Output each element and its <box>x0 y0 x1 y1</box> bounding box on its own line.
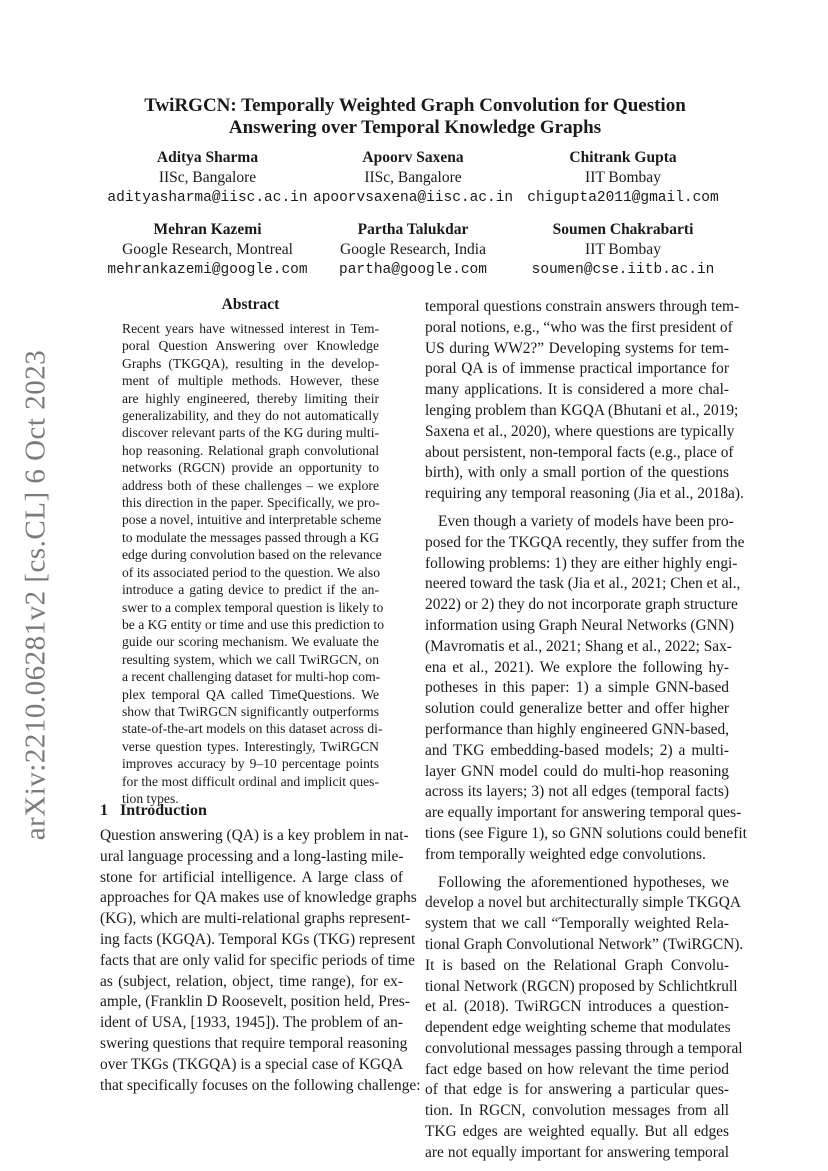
body-line: neered toward the task (Jia et al., 2021; Chen et al., <box>425 575 741 593</box>
abstract-line: address both of these challenges – we explore <box>122 477 379 493</box>
abstract-line: improves accuracy by 9–10 percentage points <box>122 756 379 772</box>
title-line-1: TwiRGCN: Temporally Weighted Graph Convolution for Question <box>144 95 686 116</box>
abstract-line: state-of-the-art models on this dataset across di- <box>122 721 383 737</box>
body-line: temporal questions constrain answers through tem- <box>425 298 740 315</box>
body-line: It is based on the Relational Graph Convolu- <box>425 956 729 974</box>
abstract-line: swer to a complex temporal question is likely to <box>122 599 384 615</box>
body-line: tional Graph Convolutional Network” (TwiRGCN). <box>425 935 744 953</box>
abstract-line: show that TwiRGCN significantly outperforms <box>122 703 379 719</box>
abstract-line: ment of multiple methods. However, these <box>122 373 379 389</box>
body-line: many applications. It is considered a more chal- <box>425 381 729 399</box>
author-name: Partha Talukdar <box>357 221 469 238</box>
abstract-line: be a KG entity or time and use this prediction to <box>122 616 384 632</box>
author-affiliation: Google Research, Montreal <box>122 241 293 258</box>
body-line: facts that are only valid for specific periods of time <box>100 951 415 969</box>
abstract-line: introduce a gating device to predict if the an- <box>122 582 379 598</box>
author-name: Mehran Kazemi <box>153 221 262 238</box>
body-line: lenging problem than KGQA (Bhutani et al., 2019; <box>425 401 739 419</box>
body-line: 2022) or 2) they do not incorporate graph structure <box>425 596 738 614</box>
author-name: Chitrank Gupta <box>569 149 677 166</box>
arxiv-id-text: arXiv:2210.06281v2 [cs.CL] 6 Oct 2023 <box>19 349 52 841</box>
section-number: 1 <box>100 802 108 819</box>
intro-left-paragraph <box>100 826 421 1096</box>
body-line: are not equally important for answering temporal <box>425 1143 729 1161</box>
abstract-line: guide our scoring mechanism. We evaluate the <box>122 634 379 650</box>
abstract-line: Graphs (TKGQA), resulting in the develop- <box>122 355 379 371</box>
body-line: TKG edges are weighted equally. But all edges <box>425 1123 729 1141</box>
abstract-line: this direction in the paper. Specifically, we pro- <box>122 495 380 511</box>
body-line: approaches for QA makes use of knowledge graphs <box>100 889 417 907</box>
body-line: ural language processing and a long-lasting mile- <box>100 847 404 865</box>
body-line: ena et al., 2021). We explore the following hy- <box>425 658 729 676</box>
author-affiliation: IIT Bombay <box>585 169 661 186</box>
abstract-body <box>122 320 384 807</box>
abstract-line: a recent challenging dataset for multi-hop com- <box>122 669 381 685</box>
arxiv-identifier-stamp <box>16 349 56 841</box>
author-email: partha@google.com <box>339 262 487 278</box>
author-block <box>105 148 310 208</box>
body-line: from temporally weighted edge convolutions. <box>425 845 706 863</box>
author-block <box>518 220 728 280</box>
abstract-heading: Abstract <box>221 296 280 313</box>
body-line: Question answering (QA) is a key problem in nat- <box>100 827 409 844</box>
intro-paragraph-1 <box>425 297 744 505</box>
body-line: stone for artificial intelligence. A large class of <box>100 868 403 886</box>
author-affiliation: IISc, Bangalore <box>158 169 257 186</box>
abstract-line: of its associated period to the question. We also <box>122 564 381 580</box>
body-line: and TKG embedding-based models; 2) a multi- <box>425 741 729 759</box>
abstract-line: verse question types. Interestingly, TwiRGCN <box>122 738 379 754</box>
body-line: et al. (2018). TwiRGCN introduces a question- <box>425 998 729 1016</box>
title-line-2: Answering over Temporal Knowledge Graphs <box>228 117 602 138</box>
body-line: performance than highly engineered GNN-based, <box>425 720 729 738</box>
author-name: Apoorv Saxena <box>362 149 464 166</box>
abstract-line: poral Question Answering over Knowledge <box>122 338 379 354</box>
body-line: tion. In RGCN, convolution messages from all <box>425 1102 729 1120</box>
body-line: following problems: 1) they are either highly engi- <box>425 554 738 572</box>
author-email: mehrankazemi@google.com <box>107 262 308 278</box>
body-line: are equally important for answering temporal ques- <box>425 804 742 822</box>
author-block <box>105 220 310 280</box>
intro-paragraph-3 <box>425 873 744 1164</box>
body-line: layer GNN model could do multi-hop reasoning <box>425 762 729 780</box>
body-line: Following the aforementioned hypotheses, we <box>438 873 729 891</box>
body-line: swering questions that require temporal reasoning <box>100 1034 408 1052</box>
abstract-line: plex temporal QA called TimeQuestions. We <box>122 686 379 702</box>
abstract-line: tion types. <box>122 790 179 806</box>
body-line: US during WW2?” Developing systems for tem- <box>425 339 729 357</box>
body-line: (KG), which are multi-relational graphs represent- <box>100 910 411 928</box>
abstract-line: for the most difficult ordinal and implicit ques- <box>122 773 379 789</box>
body-line: that specifically focuses on the following challenge: <box>100 1076 421 1094</box>
body-line: ample, (Franklin D Roosevelt, position held, Pres- <box>100 993 410 1011</box>
author-email: soumen@cse.iitb.ac.in <box>531 262 715 278</box>
author-email: chigupta2011@gmail.com <box>527 190 719 206</box>
body-line: tional Network (RGCN) proposed by Schlichtkrull <box>425 977 738 995</box>
body-line: tions (see Figure 1), so GNN solutions could benefit <box>425 824 747 842</box>
introduction-section <box>100 802 421 1096</box>
author-affiliation: IISc, Bangalore <box>364 169 462 186</box>
author-email: adityasharma@iisc.ac.in <box>107 190 308 206</box>
abstract-line: networks (RGCN) provide an opportunity to <box>122 460 379 476</box>
abstract-line: pose a novel, intuitive and interpretable scheme <box>122 512 382 528</box>
body-line: birth), with only a small portion of the questions <box>425 464 729 482</box>
abstract-line: Recent years have witnessed interest in Tem- <box>122 321 379 336</box>
author-affiliation: Google Research, India <box>340 241 486 258</box>
author-email: apoorvsaxena@iisc.ac.in <box>313 190 514 206</box>
abstract-line: resulting system, which we call TwiRGCN, on <box>122 651 379 667</box>
body-line: over TKGs (TKGQA) is a special case of KGQA <box>100 1055 404 1073</box>
abstract-section <box>122 296 384 807</box>
body-line: poral QA is of immense practical importance for <box>425 360 729 378</box>
body-line: requiring any temporal reasoning (Jia et al., 2018a). <box>425 485 744 503</box>
author-block <box>518 148 728 208</box>
abstract-line: discover relevant parts of the KG during multi- <box>122 425 379 441</box>
paper-title <box>100 95 730 139</box>
body-line: of that edge is for answering a particular ques- <box>425 1081 729 1099</box>
body-line: about persistent, non-temporal facts (e.g., place of <box>425 443 734 461</box>
body-line: convolutional messages passing through a temporal <box>425 1039 743 1057</box>
body-line: potheses in this paper: 1) a simple GNN-based <box>425 679 729 697</box>
section-title: Introduction <box>120 802 207 819</box>
abstract-line: generalizability, and they do not automatically <box>122 408 379 424</box>
author-name: Soumen Chakrabarti <box>552 221 694 238</box>
body-line: poral notions, e.g., “who was the first president of <box>425 318 733 336</box>
body-line: fact edge based on how relevant the time period <box>425 1060 729 1078</box>
author-affiliation: IIT Bombay <box>585 241 661 258</box>
body-line: across its layers; 3) not all edges (temporal facts) <box>425 783 729 801</box>
abstract-line: hop reasoning. Relational graph convolutional <box>122 442 379 458</box>
intro-paragraph-2 <box>425 512 747 866</box>
author-name: Aditya Sharma <box>156 149 259 166</box>
body-line: Saxena et al., 2020), where questions are typically <box>425 422 735 440</box>
body-line: Even though a variety of models have been pro- <box>438 512 734 530</box>
body-line: solution could generalize better and offer higher <box>425 700 729 718</box>
author-block <box>313 220 513 280</box>
right-column <box>425 297 747 1164</box>
abstract-line: are highly engineered, thereby limiting their <box>122 390 379 406</box>
body-line: ing facts (KGQA). Temporal KGs (TKG) represent <box>100 930 416 948</box>
body-line: develop a novel but architecturally simple TKGQA <box>425 894 741 912</box>
body-line: posed for the TKGQA recently, they suffer from the <box>425 533 745 551</box>
body-line: ident of USA, [1933, 1945]). The problem of an- <box>100 1014 403 1032</box>
body-line: (Mavromatis et al., 2021; Shang et al., 2022; Sax- <box>425 637 732 655</box>
body-line: information using Graph Neural Networks (GNN) <box>425 616 735 634</box>
body-line: dependent edge weighting scheme that modulates <box>425 1019 731 1037</box>
section-heading <box>100 802 403 820</box>
abstract-line: edge during convolution based on the relevance <box>122 547 382 563</box>
body-line: system that we call “Temporally weighted Rela- <box>425 915 729 933</box>
abstract-line: to modulate the messages passed through a KG <box>122 529 380 545</box>
author-block <box>313 148 513 208</box>
body-line: as (subject, relation, object, time range), for ex- <box>100 972 403 990</box>
